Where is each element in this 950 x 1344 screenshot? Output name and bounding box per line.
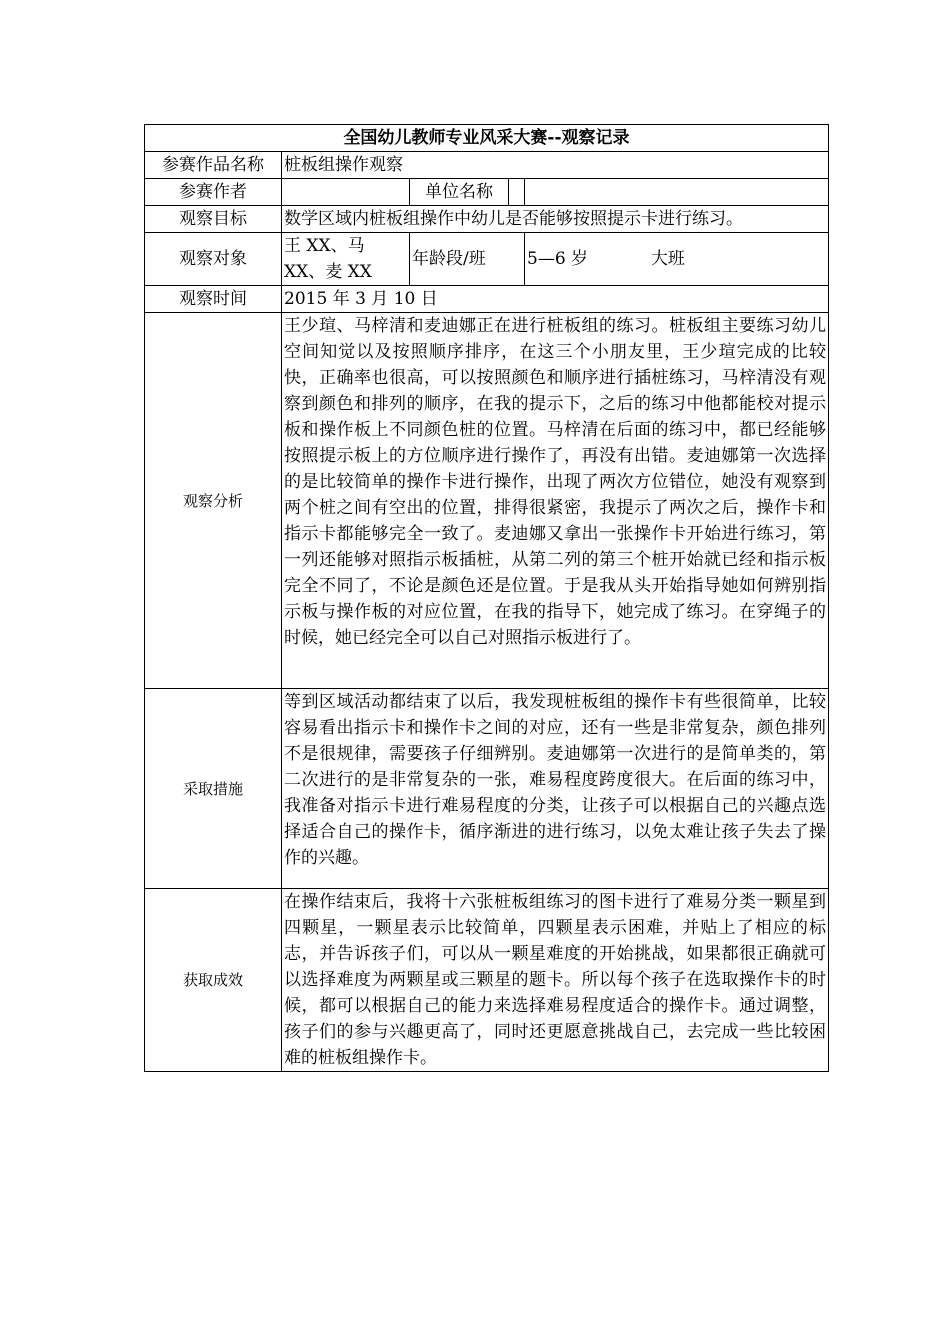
goal-label: 观察目标 — [145, 206, 282, 233]
measures-text: 等到区域活动都结束了以后，我发现桩板组的操作卡有些很简单，比较容易看出指示卡和操作卡之间的对应，还有一些是非常复杂，颜色排列不是很规律，需要孩子仔细辨别。麦迪娜第一次进行的是简单类的，第二次进行的是非常复杂的一张，难易程度跨度很大。在后面的练习中，我准备对指示卡进行难易程度的分类，让孩子可以根据自己的兴趣点选择适合自己的操作卡，循序渐进的进行练习，以免太难让孩子失去了操作的兴趣。 — [282, 689, 829, 889]
age-value: 5—6 岁 — [527, 249, 589, 269]
class-value: 大班 — [650, 249, 685, 269]
subject-value: 王 XX、马 XX、麦 XX — [282, 233, 410, 286]
measures-label: 采取措施 — [145, 689, 282, 889]
work-name-label: 参赛作品名称 — [145, 152, 282, 179]
analysis-text: 王少瑄、马梓清和麦迪娜正在进行桩板组的练习。桩板组主要练习幼儿空间知觉以及按照顺序排序，在这三个小朋友里，王少瑄完成的比较快，正确率也很高，可以按照颜色和顺序进行插桩练习，马梓清没有观察到颜色和排列的顺序，在我的提示下，之后的练习中他都能校对提示板和操作板上不同颜色桩的位置。马梓清在后面的练习中，都已经能够按照提示板上的方位顺序进行操作了，再没有出错。麦迪娜第一次选择的是比较简单的操作卡进行操作，出现了两次方位错位，她没有观察到两个桩之间有空出的位置，排得很紧密，我提示了两次之后，操作卡和指示卡都能够完全一致了。麦迪娜又拿出一张操作卡开始进行练习，第一列还能够对照指示板插桩，从第二列的第三个桩开始就已经和指示板完全不同了，不论是颜色还是位置。于是我从头开始指导她如何辨别指示板与操作板的对应位置，在我的指导下，她完成了练习。在穿绳子的时候，她已经完全可以自己对照指示板进行了。 — [282, 313, 829, 689]
unit-value — [525, 179, 829, 206]
observation-table — [144, 124, 829, 1072]
observation-record-sheet — [144, 124, 828, 1072]
age-class-cell — [525, 233, 829, 286]
unit-spacer — [508, 179, 524, 205]
form-title: 全国幼儿教师专业风采大赛--观察记录 — [145, 125, 829, 152]
results-label: 获取成效 — [145, 889, 282, 1072]
author-label: 参赛作者 — [145, 179, 282, 206]
results-text: 在操作结束后，我将十六张桩板组练习的图卡进行了难易分类一颗星到四颗星，一颗星表示比较简单，四颗星表示困难，并贴上了相应的标志，并告诉孩子们，可以从一颗星难度的开始挑战，如果都很正确就可以选择难度为两颗星或三颗星的题卡。所以每个孩子在选取操作卡的时候，都可以根据自己的能力来选择难易程度适合的操作卡。通过调整，孩子们的参与兴趣更高了，同时还更愿意挑战自己，去完成一些比较困难的桩板组操作卡。 — [282, 889, 829, 1072]
analysis-label: 观察分析 — [145, 313, 282, 689]
unit-label: 单位名称 — [425, 182, 493, 202]
work-name-value: 桩板组操作观察 — [282, 152, 829, 179]
age-label: 年龄段/班 — [410, 233, 525, 286]
time-label: 观察时间 — [145, 286, 282, 313]
goal-value: 数学区域内桩板组操作中幼儿是否能够按照提示卡进行练习。 — [282, 206, 829, 233]
author-value — [282, 179, 410, 206]
time-value: 2015 年 3 月 10 日 — [282, 286, 829, 313]
subject-label: 观察对象 — [145, 233, 282, 286]
